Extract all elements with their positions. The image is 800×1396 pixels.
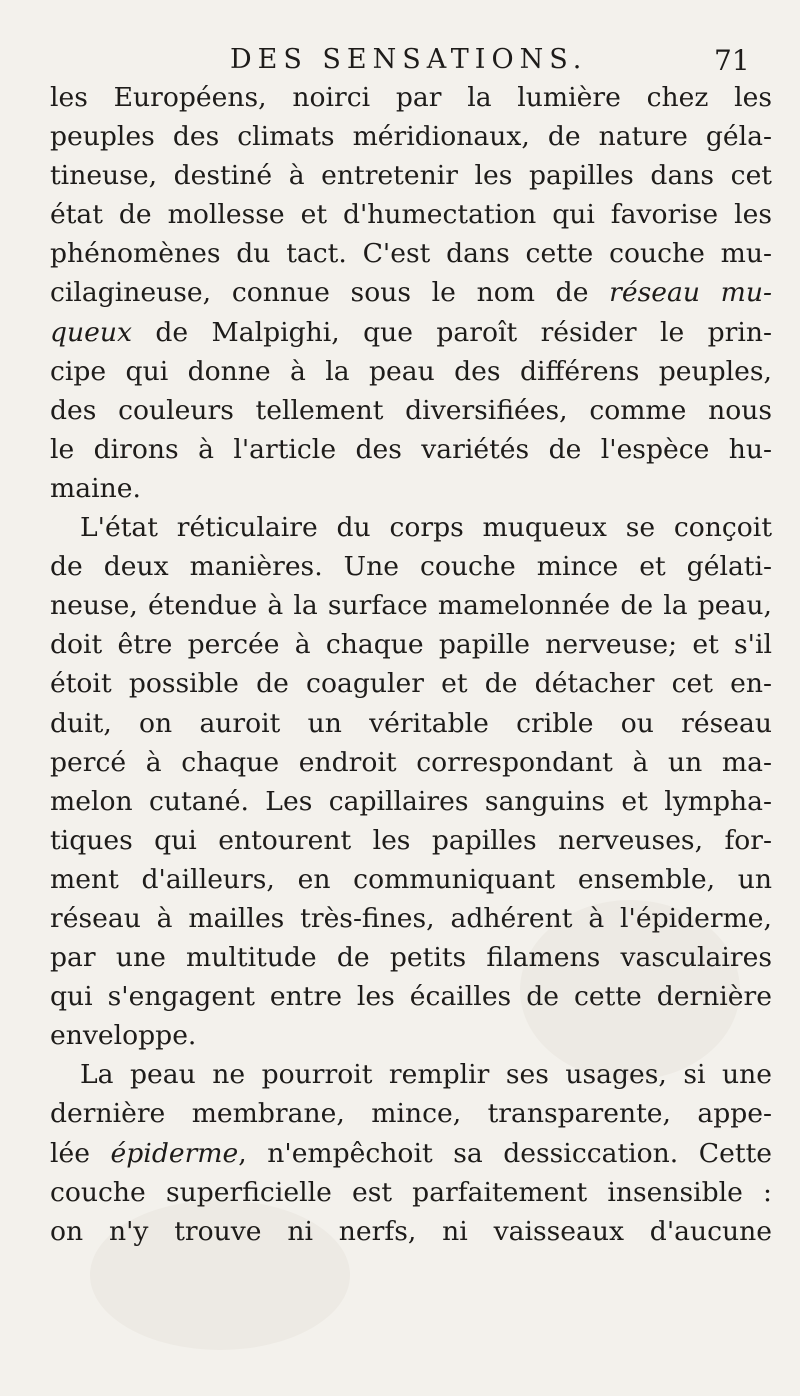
body-text — [50, 78, 772, 1251]
italic-term: réseau mu- — [609, 277, 772, 309]
text-line: couche superficielle est parfaitement insensible : — [50, 1176, 772, 1208]
text-line: tiques qui entourent les papilles nerveuses, for- — [50, 824, 772, 856]
text-line: le dirons à l'article des variétés de l'espèce hu- — [50, 433, 772, 465]
text-line: les Européens, noirci par la lumière chez les — [50, 82, 772, 113]
italic-term: queux — [50, 316, 133, 348]
italic-term: épiderme — [110, 1137, 239, 1169]
text-line: L'état réticulaire du corps muqueux se conçoit — [80, 512, 772, 544]
page-number: 71 — [714, 44, 750, 77]
text-line: réseau à mailles très-fines, adhérent à l'épiderme, — [50, 902, 772, 934]
text-line: doit être percée à chaque papille nerveuse; et s'il — [50, 629, 772, 661]
text-line: queux de Malpighi, que paroît résider le prin- — [50, 316, 772, 348]
text-line: maine. — [50, 472, 141, 504]
text-line: qui s'engagent entre les écailles de cette dernière — [50, 981, 772, 1013]
text-line: percé à chaque endroit correspondant à un ma- — [50, 746, 772, 778]
text-line: phénomènes du tact. C'est dans cette couche mu- — [50, 238, 772, 270]
running-head: DES SENSATIONS. — [230, 44, 588, 75]
text-line: duit, on auroit un véritable crible ou réseau — [50, 707, 772, 739]
text-line: melon cutané. Les capillaires sanguins et lympha- — [50, 785, 772, 817]
text-line: par une multitude de petits filamens vasculaires — [50, 942, 772, 974]
text-line: peuples des climats méridionaux, de nature géla- — [50, 121, 772, 153]
text-line: lée épiderme, n'empêchoit sa dessiccation. Cette — [50, 1137, 772, 1169]
text-line: neuse, étendue à la surface mamelonnée de la peau, — [50, 590, 772, 622]
text-line: tineuse, destiné à entretenir les papilles dans cet — [50, 160, 772, 192]
text-line: cipe qui donne à la peau des différens peuples, — [50, 355, 772, 387]
text-line: dernière membrane, mince, transparente, appe- — [50, 1098, 772, 1130]
text-line: cilagineuse, connue sous le nom de réseau mu- — [50, 277, 772, 309]
text-line: La peau ne pourroit remplir ses usages, si une — [80, 1059, 772, 1091]
text-line: de deux manières. Une couche mince et gélati- — [50, 551, 772, 583]
text-line: état de mollesse et d'humectation qui favorise les — [50, 199, 772, 231]
text-line: ment d'ailleurs, en communiquant ensemble, un — [50, 863, 772, 895]
text-line: on n'y trouve ni nerfs, ni vaisseaux d'aucune — [50, 1215, 772, 1247]
text-line: enveloppe. — [50, 1020, 197, 1052]
text-line: des couleurs tellement diversifiées, comme nous — [50, 394, 772, 426]
text-line: étoit possible de coaguler et de détacher cet en- — [50, 668, 772, 700]
